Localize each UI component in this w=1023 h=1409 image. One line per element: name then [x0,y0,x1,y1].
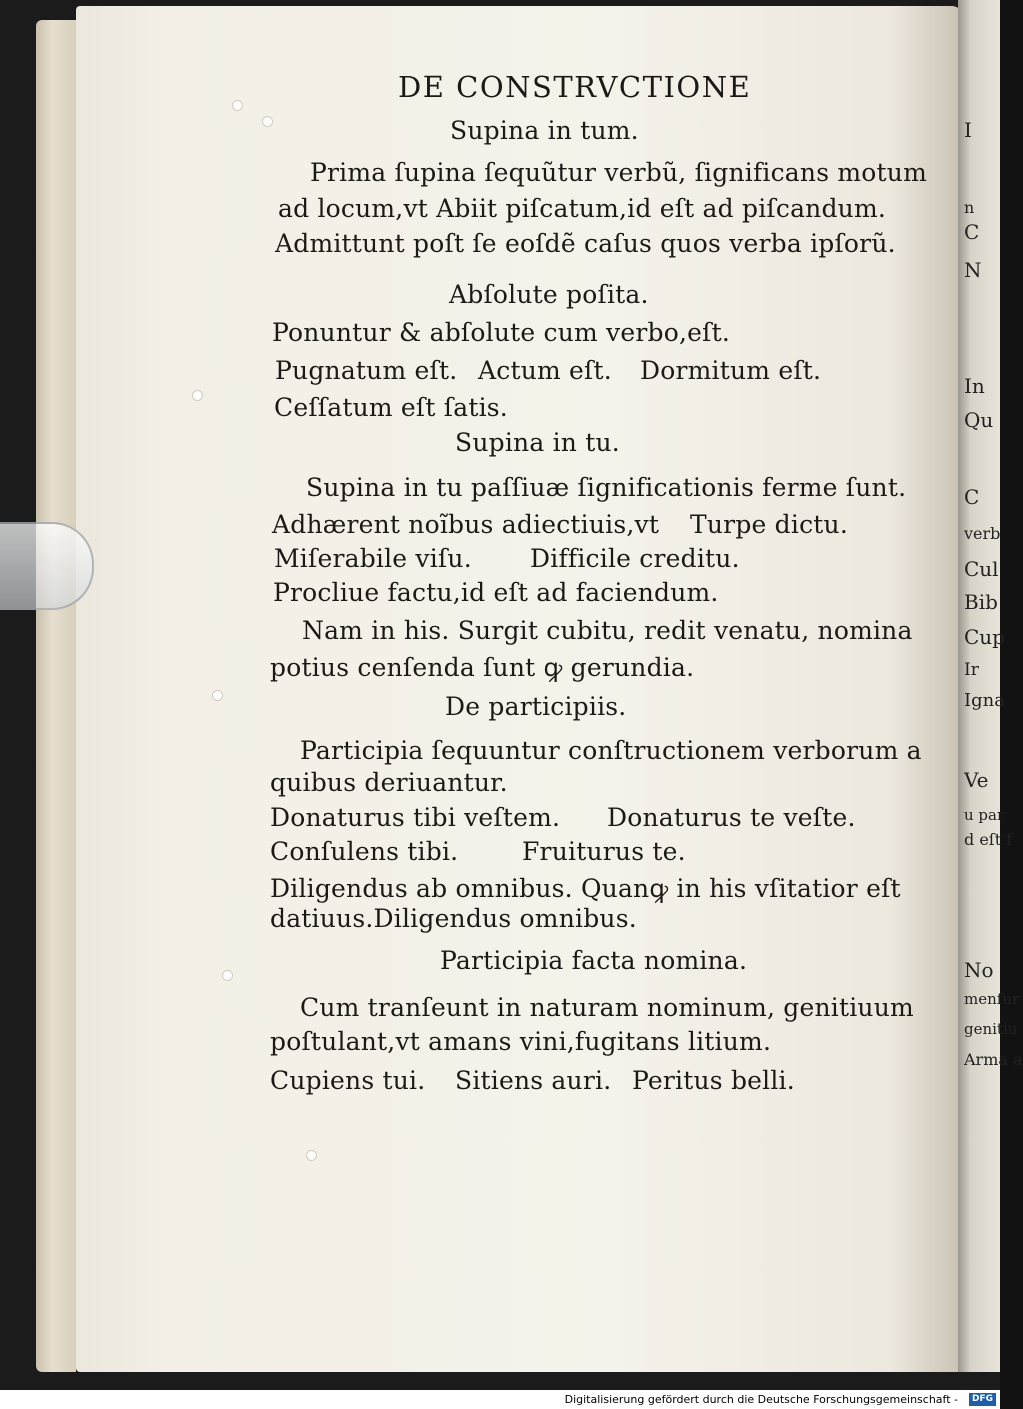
text-line: Fruiturus te. [522,837,686,866]
facing-page-text: menſur [964,990,1020,1008]
section-heading: Supina in tu. [455,428,620,457]
text-line: quibus deriuantur. [270,768,508,797]
facing-page-text: Ir [964,660,979,680]
facing-page-text: d eſt f [964,830,1013,849]
text-line: Supina in tu paſſiuæ ſignificationis ferme ſunt. [306,473,907,502]
text-line: Cum tranſeunt in naturam nominum, genitiuum [300,993,914,1022]
text-line: Ponuntur & abſolute cum verbo,eſt. [272,318,730,347]
text-line: Actum eſt. [478,356,612,385]
facing-page-text: Arma a [964,1050,1023,1069]
facing-page-text: C [964,485,980,509]
dfg-logo: DFG [969,1393,996,1406]
text-line: Peritus belli. [632,1066,795,1095]
facing-page-text: u par [964,806,1005,824]
facing-page-text: Cup [964,625,1005,649]
text-line: Participia ſequuntur conſtructionem verborum a [300,736,922,765]
facing-page-text: Cul [964,557,999,581]
text-line: Prima ſupina ſequũtur verbũ, ſignificans motum [310,158,927,187]
digitization-footer [0,1390,1000,1409]
footer-credit: Digitalisierung gefördert durch die Deutsche Forschungsgemeinschaft - [564,1393,958,1406]
facing-page-text: verb [964,524,1001,543]
text-line: Miſerabile viſu. [274,544,472,573]
facing-page-text: Bib [964,590,998,614]
text-line: Nam in his. Surgit cubitu, redit venatu, nomina [302,616,913,645]
facing-page-text: genitiu [964,1020,1018,1038]
section-heading: De participiis. [445,692,627,721]
facing-page-text: Qu [964,408,994,432]
text-line: Diligendus ab omnibus. Quanꝙ in his vſitatior eſt [270,874,901,903]
text-line: Admittunt poſt ſe eoſdẽ caſus quos verba ipſorũ. [275,229,896,258]
text-line: ad locum,vt Abiit piſcatum,id eſt ad piſcandum. [278,194,887,223]
facing-page-text: No [964,958,994,982]
text-line: Conſulens tibi. [270,837,459,866]
facing-page-text: In [964,374,985,398]
text-line: Difficile creditu. [530,544,740,573]
text-line: poſtulant,vt amans vini,fugitans litium. [270,1027,772,1056]
text-line: Ceſſatum eſt ſatis. [274,393,508,422]
text-line: Dormitum eſt. [640,356,822,385]
text-line: datiuus.Diligendus omnibus. [270,904,637,933]
facing-page-text: n [964,198,975,217]
text-line: Donaturus te veſte. [607,803,856,832]
text-line: Pugnatum eſt. [275,356,458,385]
text-line: Procliue factu,id eſt ad faciendum. [273,578,719,607]
page-title: DE CONSTRVCTIONE [398,70,752,104]
text-line: Cupiens tui. [270,1066,426,1095]
text-line: potius cenſenda ſunt ꝙ gerundia. [270,653,695,682]
facing-page-text: I [964,118,972,142]
text-line: Sitiens auri. [455,1066,612,1095]
section-heading: Supina in tum. [450,116,639,145]
text-line: Adhærent noĩbus adiectiuis,vt [272,510,660,539]
facing-page-text: N [964,258,982,282]
facing-page-text: Igna [964,690,1005,711]
facing-page-text: Ve [964,768,989,792]
facing-page-text: C [964,220,980,244]
section-heading: Participia facta nomina. [440,946,748,975]
section-heading: Abſolute poſita. [449,280,649,309]
text-line: Turpe dictu. [690,510,848,539]
text-line: Donaturus tibi veſtem. [270,803,561,832]
